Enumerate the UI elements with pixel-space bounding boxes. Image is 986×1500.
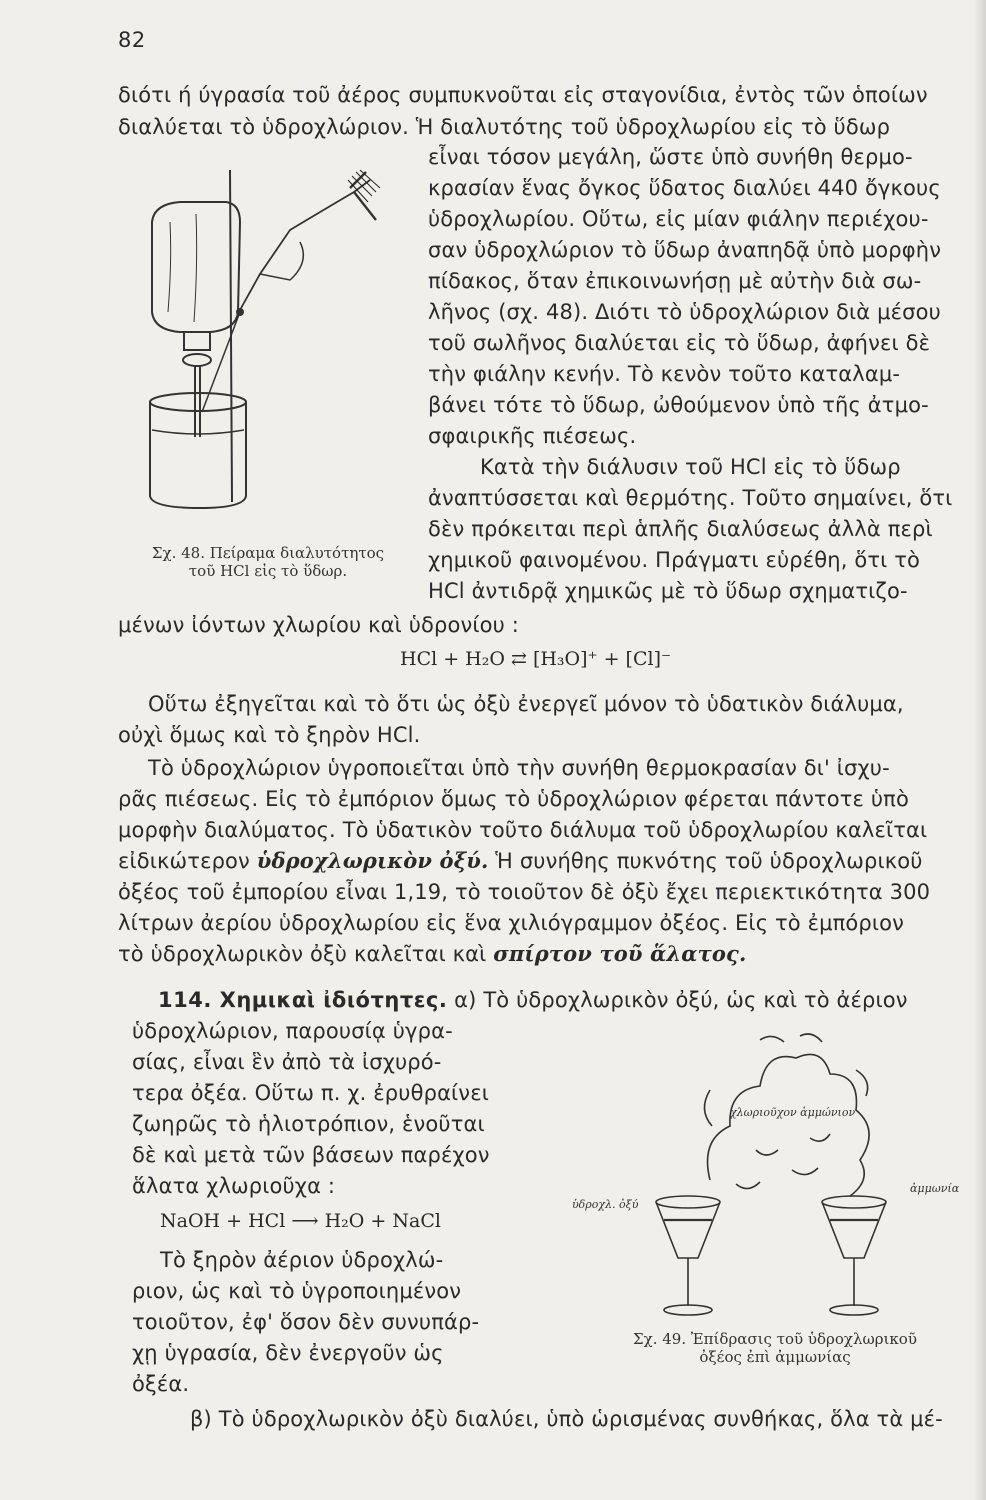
section-heading: 114. Χημικαὶ ἰδιότητες. <box>158 988 448 1012</box>
text-line <box>118 846 923 876</box>
text-line: HCl ἀντιδρᾷ χημικῶς μὲ τὸ ὕδωρ σχηματιζο- <box>428 579 908 603</box>
text-line: Τὸ ξηρὸν ἀέριον ὑδροχλώ- <box>160 1248 444 1272</box>
text-line: μένων ἰόντων χλωρίου καὶ ὑδρονίου : <box>118 613 520 637</box>
figure-49-caption <box>580 1330 970 1366</box>
text-line: βάνει τότε τὸ ὕδωρ, ὠθούμενον ὑπὸ τῆς ἀτμο- <box>428 393 929 417</box>
text-line: ριον, ὡς καὶ τὸ ὑγροποιημένον <box>132 1279 462 1303</box>
text-line: δὲν πρόκειται περὶ ἁπλῆς διαλύσεως ἀλλὰ περὶ <box>428 517 933 541</box>
text-line: λίτρων ἀερίου ὑδροχλωρίου εἰς ἕνα χιλιόγραμμον ὀξέος. Εἰς τὸ ἐμπόριον <box>118 911 905 935</box>
term-spirit-of-salt: σπίρτον τοῦ ἅλατος. <box>493 941 747 966</box>
text-line: οὐχὶ ὅμως καὶ τὸ ξηρὸν HCl. <box>118 723 421 747</box>
caption-line: τοῦ HCl εἰς τὸ ὕδωρ. <box>188 562 348 580</box>
text-line: εἶναι τόσον μεγάλη, ὥστε ὑπὸ συνήθη θερμο- <box>428 145 913 169</box>
text-line: διαλύεται τὸ ὑδροχλώριον. Ἡ διαλυτότης τοῦ ὑδροχλωρίου εἰς τὸ ὕδωρ <box>118 115 891 139</box>
text-line: διότι ή ύγρασία τοῦ ἀέρος συμπυκνοῦται εἰς σταγονίδια, ἐντὸς τῶν ὁποίων <box>118 83 928 107</box>
text-segment: Ἡ συνήθης πυκνότης τοῦ ὑδροχλωρικοῦ <box>488 849 923 873</box>
caption-line: Σχ. 49. Ἐπίδρασις τοῦ ὑδροχλωρικοῦ <box>633 1330 917 1348</box>
section-114-line <box>158 985 908 1015</box>
figure-48-solubility-apparatus <box>140 162 390 524</box>
page-edge-shadow <box>974 0 986 1500</box>
text-line: ὑδροχλωρίου. Οὕτω, εἰς μίαν φιάλην περιέχου- <box>428 207 929 231</box>
text-line: Τὸ ὑδροχλώριον ὑγροποιεῖται ὑπὸ τὴν συνήθη θερμοκρασίαν δι' ἰσχυ- <box>148 756 890 780</box>
figure-48-caption <box>140 544 396 580</box>
text-line: Κατὰ τὴν διάλυσιν τοῦ HCl εἰς τὸ ὕδωρ <box>480 455 901 479</box>
figure-49-acid-ammonia <box>560 1030 980 1320</box>
text-line: ζωηρῶς τὸ ἡλιοτρόπιον, ἑνοῦται <box>132 1112 485 1136</box>
figure-label-acid: ὑδροχλ. ὀξύ <box>572 1198 639 1211</box>
text-segment: α) Τὸ ὑδροχλωρικὸν ὀξύ, ὡς καὶ τὸ ἀέριον <box>447 988 908 1012</box>
term-hydrochloric-acid: ὑδροχλωρικὸν ὀξύ. <box>256 848 489 873</box>
text-line: β) Τὸ ὑδροχλωρικὸν ὀξὺ διαλύει, ὑπὸ ὡρισμένας συνθήκας, ὅλα τὰ μέ- <box>190 1407 943 1431</box>
page-number: 82 <box>118 28 146 52</box>
caption-line: ὀξέος ἐπὶ ἀμμωνίας <box>699 1348 851 1366</box>
text-line: ὀξέα. <box>132 1372 190 1396</box>
text-line: ἅλατα χλωριοῦχα : <box>132 1174 336 1198</box>
text-line: πίδακος, ὅταν ἐπικοινωνήσῃ μὲ αὐτὴν διὰ σω- <box>428 269 922 293</box>
text-line: σίας, εἶναι ἓν ἀπὸ τὰ ἰσχυρό- <box>132 1050 442 1074</box>
text-line: Οὕτω ἐξηγεῖται καὶ τὸ ὅτι ὡς ὀξὺ ἐνεργεῖ μόνον τὸ ὑδατικὸν διάλυμα, <box>148 692 904 716</box>
text-line: χημικοῦ φαινομένου. Πράγματι εὑρέθη, ὅτι τὸ <box>428 548 921 572</box>
text-line: δὲ καὶ μετὰ τῶν βάσεων παρέχον <box>132 1143 490 1167</box>
text-line: κρασίαν ἕνας ὄγκος ὕδατος διαλύει 440 ὄγκους <box>428 176 941 200</box>
text-segment: εἰδικώτερον <box>118 849 257 873</box>
equation-neutralization: NaOH + HCl ⟶ H₂O + NaCl <box>160 1210 441 1232</box>
text-line: ἀναπτύσσεται καὶ θερμότης. Τοῦτο σημαίνει, ὅτι <box>428 486 953 510</box>
caption-line: Σχ. 48. Πείραμα διαλυτότητος <box>151 544 385 562</box>
text-line: τὴν φιάλην κενήν. Τὸ κενὸν τοῦτο καταλαμ- <box>428 362 901 386</box>
text-line: ὑδροχλώριον, παρουσίᾳ ὑγρα- <box>132 1019 453 1043</box>
text-line: τοῦ σωλῆνος διαλύεται εἰς τὸ ὕδωρ, ἀφήνει δὲ <box>428 331 931 355</box>
figure-label-base: ἀμμωνία <box>910 1182 960 1195</box>
text-line <box>118 939 746 969</box>
text-line: σφαιρικῆς πιέσεως. <box>428 424 637 448</box>
figure-label-cloud: χλωριοῦχον ἀμμώνιον <box>730 1106 856 1119</box>
text-line: ὀξέος τοῦ ἐμπορίου εἶναι 1,19, τὸ τοιοῦτον δὲ ὀξὺ ἔχει περιεκτικότητα 300 <box>118 880 931 904</box>
text-segment: τὸ ὑδροχλωρικὸν ὀξὺ καλεῖται καὶ <box>118 942 494 966</box>
equation-hcl-water: HCl + H₂O ⇄ [H₃O]⁺ + [Cl]⁻ <box>400 648 672 670</box>
text-line: τερα ὀξέα. Οὕτω π. χ. ἐρυθραίνει <box>132 1081 489 1105</box>
text-line: μορφὴν διαλύματος. Τὸ ὑδατικὸν τοῦτο διάλυμα τοῦ ὑδροχλωρίου καλεῖται <box>118 818 928 842</box>
text-line: λῆνος (σχ. 48). Διότι τὸ ὑδροχλώριον διὰ μέσου <box>428 300 941 324</box>
text-line: τοιοῦτον, ἐφ' ὅσον δὲν συνυπάρ- <box>132 1310 480 1334</box>
text-line: σαν ὑδροχλώριον τὸ ὕδωρ ἀναπηδᾷ ὑπὸ μορφὴν <box>428 238 942 262</box>
text-line: χῃ ὑγρασία, δὲν ἐνεργοῦν ὡς <box>132 1341 444 1365</box>
text-line: ρᾶς πιέσεως. Εἰς τὸ ἐμπόριον ὅμως τὸ ὑδροχλώριον φέρεται πάντοτε ὑπὸ <box>118 787 909 811</box>
